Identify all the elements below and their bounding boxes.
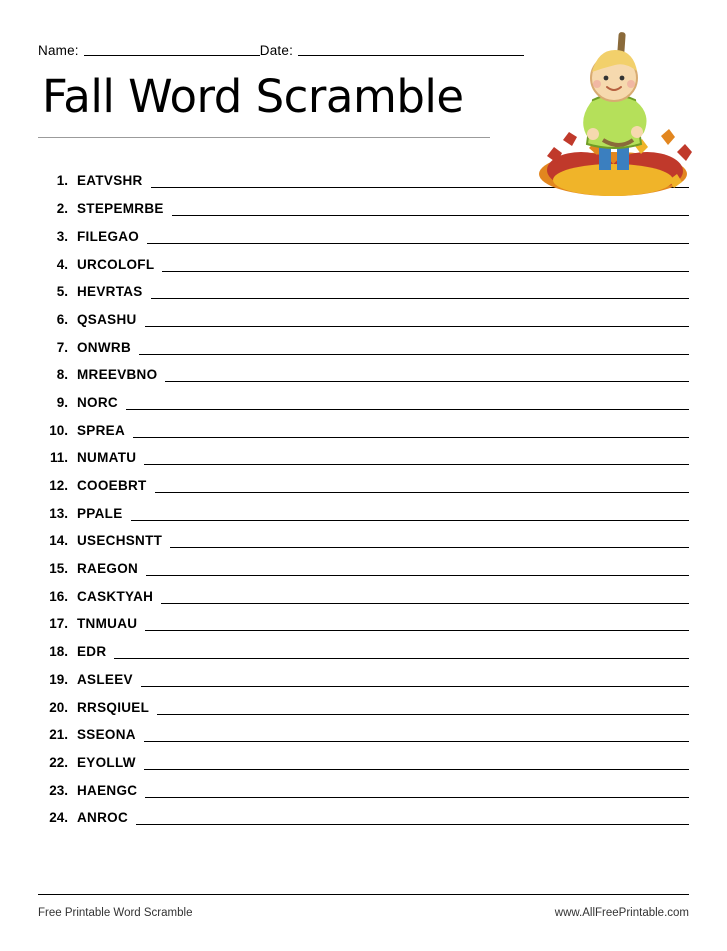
item-number: 3. [56, 228, 68, 244]
item-number: 7. [56, 339, 68, 355]
list-item [38, 718, 689, 746]
item-number: 11. [49, 450, 68, 466]
name-input-line[interactable] [84, 42, 260, 56]
answer-line[interactable] [162, 257, 689, 272]
list-item [38, 745, 689, 773]
list-item [38, 662, 689, 690]
list-item [38, 468, 689, 496]
scrambled-word: HEVRTAS [77, 284, 143, 300]
list-item [38, 496, 689, 524]
list-item [38, 524, 689, 552]
scrambled-word: RAEGON [77, 561, 139, 577]
scrambled-word: URCOLOFL [77, 256, 155, 272]
item-number: 2. [56, 201, 68, 217]
scrambled-word: RRSQIUEL [77, 699, 150, 715]
answer-line[interactable] [114, 644, 689, 659]
scramble-list [38, 164, 689, 829]
scrambled-word: EYOLLW [77, 754, 136, 770]
answer-line[interactable] [157, 700, 689, 715]
footer-left-text: Free Printable Word Scramble [38, 907, 193, 919]
boy-raking-leaves-icon [529, 28, 697, 200]
list-item [38, 607, 689, 635]
answer-line[interactable] [139, 340, 689, 355]
list-item [38, 247, 689, 275]
title-divider [38, 137, 490, 138]
item-number: 1. [56, 173, 68, 189]
scrambled-word: ASLEEV [77, 671, 133, 687]
item-number: 4. [56, 256, 68, 272]
scrambled-word: EATVSHR [77, 173, 143, 189]
item-number: 18. [49, 644, 68, 660]
footer-website-link[interactable]: www.AllFreePrintable.com [554, 907, 689, 919]
footer-divider [38, 894, 689, 895]
list-item [38, 551, 689, 579]
scrambled-word: MREEVBNO [77, 367, 158, 383]
list-item [38, 773, 689, 801]
scrambled-word: PPALE [77, 505, 123, 521]
scrambled-word: TNMUAU [77, 616, 138, 632]
answer-line[interactable] [145, 616, 689, 631]
item-number: 21. [49, 727, 68, 743]
scrambled-word: QSASHU [77, 311, 137, 327]
list-item [38, 413, 689, 441]
answer-line[interactable] [144, 755, 689, 770]
answer-line[interactable] [126, 395, 689, 410]
item-number: 13. [49, 505, 68, 521]
item-number: 15. [49, 561, 68, 577]
scrambled-word: ONWRB [77, 339, 131, 355]
date-label: Date: [259, 43, 294, 58]
list-item [38, 330, 689, 358]
answer-line[interactable] [136, 810, 689, 825]
scrambled-word: USECHSNTT [77, 533, 163, 549]
answer-line[interactable] [165, 367, 689, 382]
list-item [38, 801, 689, 829]
answer-line[interactable] [144, 727, 689, 742]
scrambled-word: CASKTYAH [77, 588, 154, 604]
answer-line[interactable] [155, 478, 689, 493]
list-item [38, 302, 689, 330]
list-item [38, 385, 689, 413]
item-number: 23. [49, 782, 68, 798]
scrambled-word: ANROC [77, 810, 128, 826]
item-number: 22. [49, 754, 68, 770]
scrambled-word: STEPEMRBE [77, 201, 164, 217]
scrambled-word: FILEGAO [77, 228, 140, 244]
answer-line[interactable] [146, 561, 689, 576]
scrambled-word: HAENGC [77, 782, 138, 798]
list-item [38, 634, 689, 662]
footer [38, 907, 689, 919]
answer-line[interactable] [161, 589, 689, 604]
answer-line[interactable] [145, 783, 689, 798]
scrambled-word: NORC [77, 394, 118, 410]
date-input-line[interactable] [298, 42, 524, 56]
scrambled-word: SPREA [77, 422, 126, 438]
answer-line[interactable] [170, 533, 689, 548]
answer-line[interactable] [133, 423, 689, 438]
list-item [38, 579, 689, 607]
page-title: Fall Word Scramble [42, 70, 464, 123]
list-item [38, 441, 689, 469]
item-number: 5. [56, 284, 68, 300]
item-number: 6. [56, 311, 68, 327]
scrambled-word: NUMATU [77, 450, 137, 466]
item-number: 17. [49, 616, 68, 632]
item-number: 24. [49, 810, 68, 826]
name-date-row [38, 34, 490, 58]
answer-line[interactable] [151, 284, 689, 299]
scrambled-word: COOEBRT [77, 478, 147, 493]
answer-line[interactable] [144, 450, 689, 465]
item-number: 16. [49, 588, 68, 604]
list-item [38, 219, 689, 247]
item-number: 19. [49, 671, 68, 687]
answer-line[interactable] [145, 312, 689, 327]
list-item [38, 690, 689, 718]
scrambled-word: EDR [77, 644, 107, 660]
item-number: 9. [56, 394, 68, 410]
item-number: 20. [49, 699, 68, 715]
item-number: 10. [49, 422, 68, 438]
scrambled-word: SSEONA [77, 727, 136, 743]
answer-line[interactable] [131, 506, 689, 521]
answer-line[interactable] [147, 229, 689, 244]
item-number: 8. [56, 367, 68, 383]
item-number: 12. [49, 478, 68, 493]
list-item [38, 275, 689, 303]
item-number: 14. [49, 533, 68, 549]
answer-line[interactable] [141, 672, 689, 687]
answer-line[interactable] [172, 201, 689, 216]
name-label: Name: [38, 43, 79, 58]
list-item [38, 358, 689, 386]
